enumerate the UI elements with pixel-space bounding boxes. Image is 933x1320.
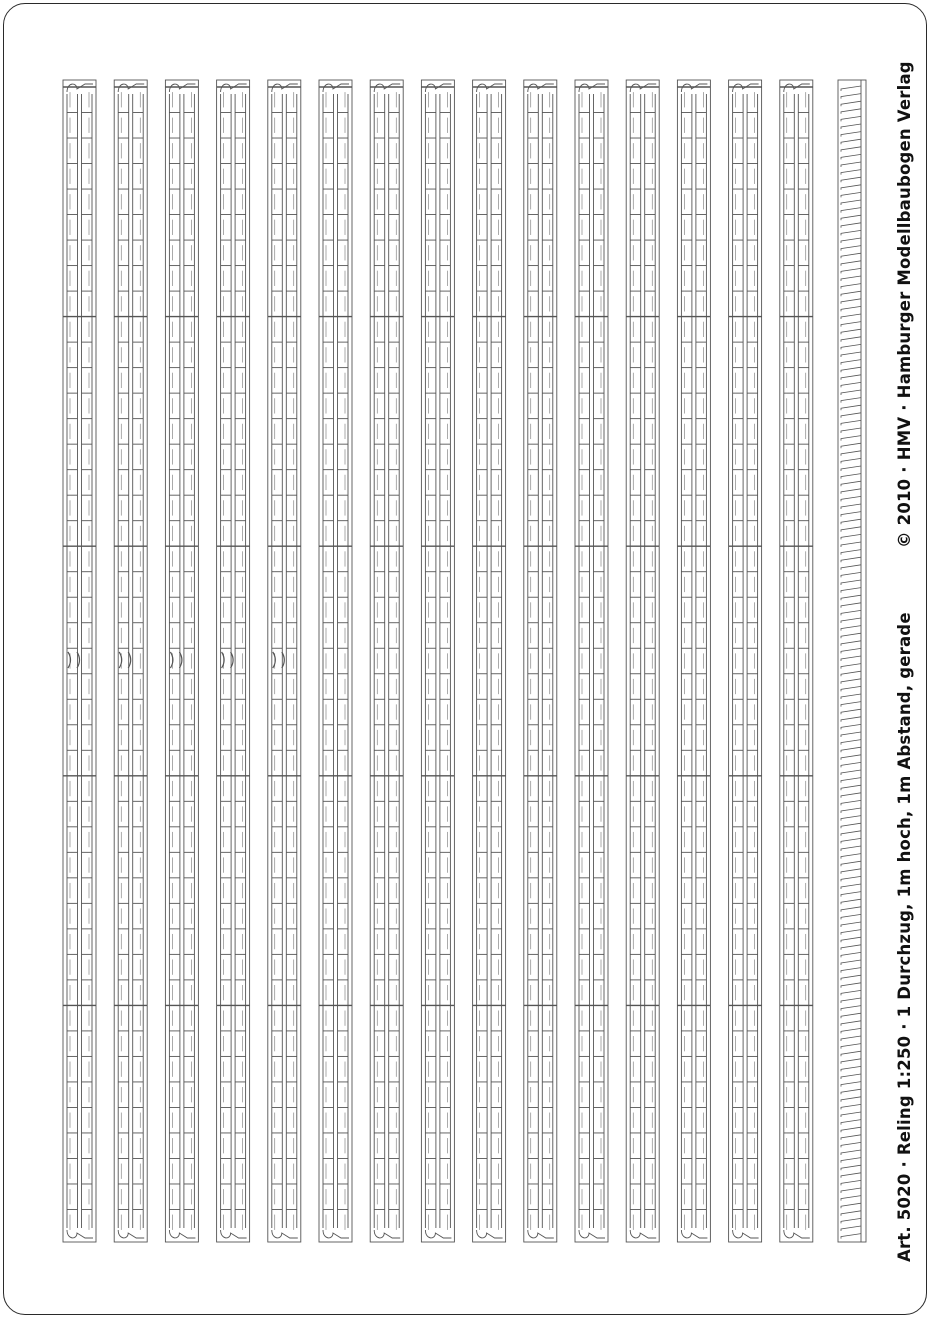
stanchion	[841, 337, 861, 342]
stanchion	[841, 732, 861, 737]
stanchion	[841, 481, 861, 486]
stanchion	[841, 724, 861, 729]
stanchion	[841, 474, 861, 479]
stanchion	[841, 550, 861, 555]
stanchion	[841, 588, 861, 593]
stanchion	[841, 1013, 861, 1018]
stanchion	[841, 109, 861, 114]
strip-bottom-hook	[118, 1230, 144, 1238]
railing-strip	[217, 80, 250, 1242]
stanchion	[841, 1089, 861, 1094]
stanchion	[841, 1211, 861, 1216]
stanchion	[841, 998, 861, 1003]
stanchion	[841, 1127, 861, 1132]
stanchion	[841, 253, 861, 258]
strip-bottom-hook	[477, 1230, 503, 1238]
stanchion	[841, 694, 861, 699]
strip-bottom-hook	[528, 1230, 554, 1238]
stanchion	[841, 869, 861, 874]
stanchion	[841, 192, 861, 197]
stanchion	[841, 208, 861, 213]
stanchion	[841, 177, 861, 182]
stanchion	[841, 626, 861, 631]
stanchion	[841, 648, 861, 653]
stanchion	[841, 284, 861, 289]
strip-top-hook	[528, 84, 554, 92]
stanchion	[841, 717, 861, 722]
strip-bottom-hook	[579, 1230, 605, 1238]
stanchion	[841, 413, 861, 418]
stanchion	[841, 595, 861, 600]
stanchion	[841, 937, 861, 942]
railing-strip	[626, 80, 659, 1242]
stanchion	[841, 762, 861, 767]
stanchion	[841, 405, 861, 410]
stanchion	[841, 86, 861, 91]
stanchion	[841, 846, 861, 851]
strip-bottom-hook	[221, 1230, 247, 1238]
stanchion	[841, 990, 861, 995]
stanchion	[841, 671, 861, 676]
stanchion	[841, 1120, 861, 1125]
strip-bottom-hook	[784, 1230, 810, 1238]
stanchion	[841, 261, 861, 266]
strip-bottom-hook	[323, 1230, 349, 1238]
stanchion	[841, 436, 861, 441]
stanchion	[841, 565, 861, 570]
strip-bottom-hook	[272, 1230, 298, 1238]
stanchion	[841, 968, 861, 973]
stanchion	[841, 656, 861, 661]
railing-strip	[63, 80, 96, 1242]
stanchion-strip	[838, 80, 866, 1242]
stanchion	[841, 1173, 861, 1178]
stanchion	[841, 770, 861, 775]
stanchion	[841, 299, 861, 304]
stanchion	[841, 466, 861, 471]
railing-strip	[677, 80, 710, 1242]
stanchion	[841, 382, 861, 387]
stanchion	[841, 101, 861, 106]
stanchion	[841, 352, 861, 357]
strip-top-hook	[221, 84, 247, 92]
stanchion	[841, 686, 861, 691]
stanchion	[841, 246, 861, 251]
stanchion	[841, 808, 861, 813]
stanchion	[841, 572, 861, 577]
stanchion	[841, 755, 861, 760]
stanchion	[841, 512, 861, 517]
stanchion	[841, 268, 861, 273]
stanchion	[841, 1203, 861, 1208]
stanchion	[841, 1158, 861, 1163]
stanchion	[841, 838, 861, 843]
strip-top-hook	[784, 84, 810, 92]
strip-top-hook	[579, 84, 605, 92]
stanchion	[841, 892, 861, 897]
stanchion	[841, 922, 861, 927]
strip-bottom-hook	[425, 1230, 451, 1238]
stanchion	[841, 679, 861, 684]
stanchion	[841, 1226, 861, 1231]
stanchion	[841, 496, 861, 501]
stanchion	[841, 306, 861, 311]
strip-bottom-hook	[630, 1230, 656, 1238]
strip-bottom-hook	[681, 1230, 707, 1238]
strip-frame	[677, 80, 710, 1242]
stanchion	[841, 1082, 861, 1087]
strip-frame	[524, 80, 557, 1242]
strip-top-hook	[374, 84, 400, 92]
stanchion	[841, 360, 861, 365]
stanchion	[841, 785, 861, 790]
strip-frame	[370, 80, 403, 1242]
stanchion	[841, 1180, 861, 1185]
stanchion	[841, 223, 861, 228]
stanchion	[841, 854, 861, 859]
stanchion	[841, 314, 861, 319]
stanchion	[841, 124, 861, 129]
stanchion	[841, 162, 861, 167]
stanchion	[841, 519, 861, 524]
stanchion	[841, 633, 861, 638]
stanchion	[841, 1028, 861, 1033]
stanchion	[841, 329, 861, 334]
stanchion	[841, 778, 861, 783]
stanchion	[841, 876, 861, 881]
stanchion	[841, 831, 861, 836]
stanchion	[841, 580, 861, 585]
stanchion	[841, 1051, 861, 1056]
stanchion	[841, 884, 861, 889]
stanchion	[841, 1066, 861, 1071]
stanchion	[841, 1218, 861, 1223]
stanchion	[841, 291, 861, 296]
stanchion	[841, 200, 861, 205]
stanchion	[841, 458, 861, 463]
stanchion	[841, 702, 861, 707]
railing-strip	[114, 80, 147, 1242]
stanchion	[841, 1074, 861, 1079]
strip-frame	[473, 80, 506, 1242]
strip-top-hook	[67, 84, 93, 92]
stanchion	[841, 504, 861, 509]
stanchion	[841, 557, 861, 562]
strip-top-hook	[681, 84, 707, 92]
stanchion	[841, 709, 861, 714]
strip-top-hook	[477, 84, 503, 92]
railing-strip	[524, 80, 557, 1242]
strip-top-hook	[323, 84, 349, 92]
stanchion	[841, 390, 861, 395]
stanchion	[841, 960, 861, 965]
stanchion	[841, 1104, 861, 1109]
strip-frame	[729, 80, 762, 1242]
stanchion	[841, 420, 861, 425]
stanchion	[841, 618, 861, 623]
strip-top-hook	[733, 84, 759, 92]
stanchion	[841, 1234, 861, 1239]
stanchion	[841, 1036, 861, 1041]
railing-strip	[165, 80, 198, 1242]
stanchion	[841, 914, 861, 919]
stanchion	[841, 1059, 861, 1064]
stanchion	[841, 1006, 861, 1011]
sheet-caption-article: Art. 5020 · Reling 1:250 · 1 Durchzug, 1m hoch, 1m Abstand, gerade	[895, 612, 914, 1262]
stanchion	[841, 1135, 861, 1140]
stanchion	[841, 215, 861, 220]
stanchion	[841, 1188, 861, 1193]
stanchion	[841, 1097, 861, 1102]
stanchion	[841, 534, 861, 539]
strip-bottom-hook	[67, 1230, 93, 1238]
stanchion	[841, 641, 861, 646]
strip-frame	[780, 80, 813, 1242]
stanchion	[841, 276, 861, 281]
stanchion	[841, 1044, 861, 1049]
railing-strip	[319, 80, 352, 1242]
railing-strip	[780, 80, 813, 1242]
railing-strip	[729, 80, 762, 1242]
stanchion	[841, 945, 861, 950]
stanchion	[841, 975, 861, 980]
stanchion	[841, 1165, 861, 1170]
strip-top-hook	[169, 84, 195, 92]
stanchion	[841, 344, 861, 349]
railing-strip	[370, 80, 403, 1242]
stanchion	[841, 740, 861, 745]
stanchion	[841, 147, 861, 152]
stanchion	[841, 94, 861, 99]
stanchion	[841, 428, 861, 433]
stanchion	[841, 800, 861, 805]
stanchion	[841, 1021, 861, 1026]
sheet-caption-copyright: © 2010 · HMV · Hamburger Modellbaubogen Verlag	[895, 61, 914, 548]
stanchion	[841, 367, 861, 372]
stanchion	[841, 132, 861, 137]
stanchion	[841, 451, 861, 456]
railing-strip	[268, 80, 301, 1242]
strip-top-hook	[425, 84, 451, 92]
strip-frame	[575, 80, 608, 1242]
railing-strip	[575, 80, 608, 1242]
stanchion	[841, 823, 861, 828]
strip-frame	[421, 80, 454, 1242]
stanchion	[841, 793, 861, 798]
stanchion	[841, 1150, 861, 1155]
stanchion	[841, 489, 861, 494]
stanchion	[841, 170, 861, 175]
stanchion	[841, 542, 861, 547]
strip-frame	[626, 80, 659, 1242]
stanchion	[841, 185, 861, 190]
stanchion	[841, 398, 861, 403]
stanchion	[841, 322, 861, 327]
stanchion	[841, 603, 861, 608]
stanchion	[841, 861, 861, 866]
stanchion	[841, 952, 861, 957]
strip-top-hook	[272, 84, 298, 92]
strip-bottom-hook	[169, 1230, 195, 1238]
stanchion	[841, 139, 861, 144]
stanchion	[841, 154, 861, 159]
stanchion	[841, 899, 861, 904]
strip-top-hook	[118, 84, 144, 92]
stanchion	[841, 907, 861, 912]
stanchion	[841, 443, 861, 448]
stanchion	[841, 1142, 861, 1147]
stanchion	[841, 1112, 861, 1117]
stanchion	[841, 610, 861, 615]
stanchion	[841, 527, 861, 532]
strip-bottom-hook	[374, 1230, 400, 1238]
stanchion	[841, 230, 861, 235]
stanchion	[841, 1196, 861, 1201]
stanchion	[841, 238, 861, 243]
stanchion	[841, 983, 861, 988]
stanchion	[841, 930, 861, 935]
stanchion	[841, 664, 861, 669]
stanchion	[841, 816, 861, 821]
railing-strip	[421, 80, 454, 1242]
strip-top-hook	[630, 84, 656, 92]
stanchion	[841, 747, 861, 752]
stanchion	[841, 116, 861, 121]
stanchion	[841, 375, 861, 380]
railing-strip	[473, 80, 506, 1242]
strip-bottom-hook	[733, 1230, 759, 1238]
strip-frame	[319, 80, 352, 1242]
